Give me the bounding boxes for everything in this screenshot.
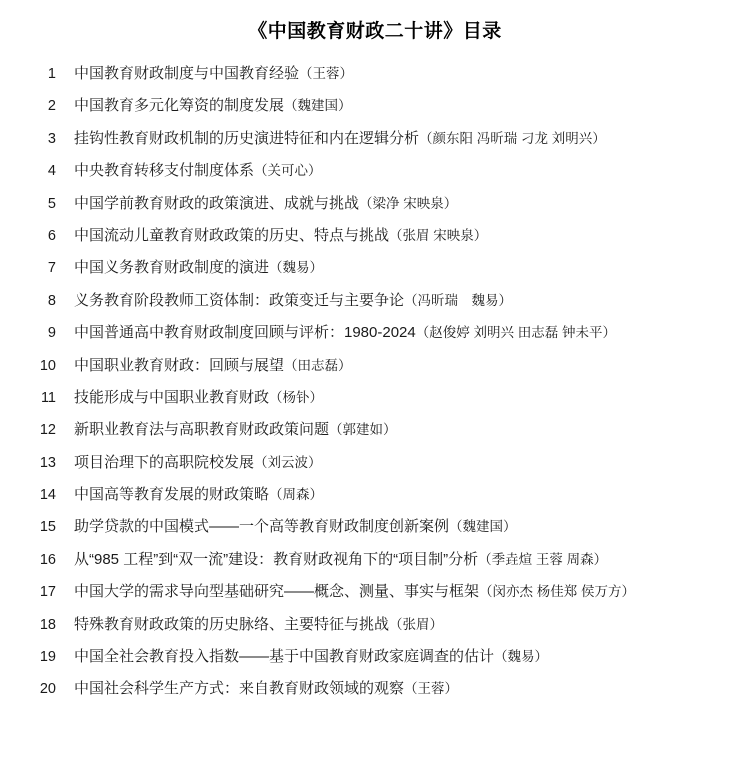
entry-title-text: 特殊教育财政政策的历史脉络、主要特征与挑战 <box>74 615 390 633</box>
entry-title <box>56 290 740 313</box>
entry-title-text: 助学贷款的中国模式——一个高等教育财政制度创新案例 <box>74 518 450 536</box>
entry-authors: （王蓉） <box>404 681 459 697</box>
entry-number: 12 <box>39 422 56 439</box>
entry-number: 6 <box>47 227 56 244</box>
entry-title-text: 挂钩性教育财政机制的历史演进特征和内在逻辑分析 <box>74 129 420 147</box>
list-item <box>0 419 750 451</box>
list-item <box>0 95 750 127</box>
entry-number: 5 <box>47 195 56 212</box>
list-item <box>0 387 750 419</box>
list-item <box>0 225 750 257</box>
list-item <box>0 257 750 289</box>
entry-authors: （张眉） <box>389 616 444 632</box>
table-of-contents <box>0 63 750 711</box>
list-item <box>0 290 750 322</box>
entry-title <box>56 63 740 86</box>
entry-title <box>56 387 740 410</box>
entry-number: 8 <box>47 292 56 309</box>
entry-authors: （王蓉） <box>299 66 354 81</box>
entry-authors: （杨钋） <box>269 389 324 405</box>
list-item <box>0 646 750 678</box>
entry-authors: （关可心） <box>254 163 322 179</box>
entry-number: 7 <box>47 260 56 277</box>
list-item <box>0 355 750 387</box>
entry-authors: （梁净 宋映泉） <box>359 195 458 211</box>
list-item <box>0 581 750 613</box>
list-item <box>0 128 750 160</box>
entry-title-text: 技能形成与中国职业教育财政 <box>74 388 270 406</box>
entry-number: 20 <box>39 681 56 698</box>
entry-title <box>56 257 740 280</box>
entry-authors: （魏易） <box>269 260 324 276</box>
entry-title <box>56 484 740 507</box>
entry-title <box>56 678 740 701</box>
entry-number: 18 <box>39 616 56 633</box>
entry-authors: （魏建国） <box>284 98 352 114</box>
entry-authors: （闵亦杰 杨佳郑 侯万方） <box>479 584 636 600</box>
entry-title-text: 中国流动儿童教育财政政策的历史、特点与挑战 <box>74 226 390 244</box>
entry-authors: （刘云波） <box>254 454 322 470</box>
list-item <box>0 614 750 646</box>
entry-title <box>56 419 740 442</box>
entry-authors: （郭建如） <box>329 422 397 438</box>
entry-authors: （冯昕瑞 魏易） <box>404 292 513 308</box>
entry-title-text: 项目治理下的高职院校发展 <box>74 453 255 471</box>
entry-title <box>56 160 740 183</box>
entry-title <box>56 516 740 539</box>
entry-title-text: 从“985 工程”到“双一流”建设：教育财政视角下的“项目制”分析 <box>74 550 479 568</box>
entry-title-text: 中国全社会教育投入指数——基于中国教育财政家庭调查的估计 <box>74 648 495 666</box>
entry-title-text: 中国教育多元化筹资的制度发展 <box>74 97 285 115</box>
entry-title-text: 中国义务教育财政制度的演进 <box>74 259 270 277</box>
entry-authors: （颜东阳 冯昕瑞 刁龙 刘明兴） <box>419 130 606 146</box>
entry-number: 19 <box>39 649 56 666</box>
list-item <box>0 678 750 710</box>
list-item <box>0 322 750 354</box>
entry-title-text: 中国普通高中教育财政制度回顾与评析：1980-2024 <box>74 324 416 342</box>
entry-authors: （季垚煊 王蓉 周森） <box>478 551 608 567</box>
entry-title-text: 中国学前教育财政的政策演进、成就与挑战 <box>74 194 360 212</box>
entry-authors: （张眉 宋映泉） <box>389 227 488 243</box>
list-item <box>0 193 750 225</box>
entry-title <box>56 581 740 604</box>
entry-authors: （周森） <box>269 487 324 503</box>
entry-number: 9 <box>47 325 56 342</box>
list-item <box>0 63 750 95</box>
entry-authors: （魏易） <box>494 649 549 665</box>
entry-number: 3 <box>47 130 56 147</box>
entry-title-text: 中国教育财政制度与中国教育经验 <box>74 65 300 82</box>
list-item <box>0 484 750 516</box>
entry-number: 10 <box>39 357 56 374</box>
entry-title-text: 中国社会科学生产方式：来自教育财政领域的观察 <box>74 680 405 698</box>
entry-title <box>56 355 740 378</box>
entry-title <box>56 646 740 669</box>
entry-number: 15 <box>39 519 56 536</box>
entry-number: 16 <box>39 551 56 568</box>
list-item <box>0 549 750 581</box>
entry-authors: （赵俊婷 刘明兴 田志磊 钟未平） <box>415 325 617 341</box>
entry-number: 4 <box>47 163 56 180</box>
entry-number: 14 <box>39 487 56 504</box>
entry-title <box>56 95 740 118</box>
entry-title-text: 中国大学的需求导向型基础研究——概念、测量、事实与框架 <box>74 583 480 601</box>
entry-number: 17 <box>39 584 56 601</box>
entry-title-text: 中国高等教育发展的财政策略 <box>74 486 270 504</box>
entry-number: 2 <box>47 98 56 115</box>
entry-number: 11 <box>40 389 56 406</box>
entry-title <box>56 614 740 637</box>
entry-title <box>56 322 740 345</box>
document-page <box>0 16 750 761</box>
list-item <box>0 160 750 192</box>
entry-title <box>56 193 740 216</box>
entry-title <box>56 549 740 572</box>
entry-title-text: 中国职业教育财政：回顾与展望 <box>74 356 285 374</box>
entry-title <box>56 452 740 475</box>
entry-title-text: 新职业教育法与高职教育财政政策问题 <box>74 421 330 439</box>
entry-title <box>56 225 740 248</box>
entry-title-text: 义务教育阶段教师工资体制：政策变迁与主要争论 <box>74 291 405 309</box>
entry-number: 1 <box>47 66 56 82</box>
entry-title-text: 中央教育转移支付制度体系 <box>74 162 255 180</box>
list-item <box>0 516 750 548</box>
entry-authors: （魏建国） <box>449 519 517 535</box>
entry-number: 13 <box>39 454 56 471</box>
list-item <box>0 452 750 484</box>
page-title: 《中国教育财政二十讲》目录 <box>248 21 502 42</box>
entry-title <box>56 128 740 151</box>
entry-authors: （田志磊） <box>284 357 352 373</box>
